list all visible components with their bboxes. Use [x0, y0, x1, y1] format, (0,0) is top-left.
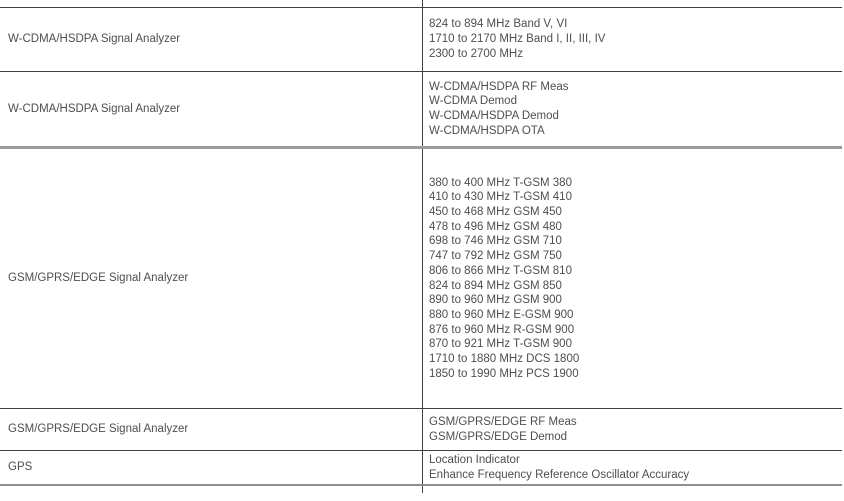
feature-cell [0, 8, 422, 71]
feature-label: GPS [8, 461, 33, 474]
feature-label: W-CDMA/HSDPA Signal Analyzer [8, 102, 181, 115]
details-cell [422, 409, 842, 450]
feature-cell [0, 149, 422, 408]
detail-line: 2300 to 2700 MHz [429, 47, 523, 60]
feature-label: W-CDMA/HSDPA Signal Analyzer [8, 33, 181, 46]
detail-line: W-CDMA/HSDPA Demod [429, 110, 559, 122]
detail-line: 410 to 430 MHz T-GSM 410 [429, 191, 572, 204]
detail-line: GSM/GPRS/EDGE RF Meas [429, 415, 577, 428]
detail-line: 870 to 921 MHz T-GSM 900 [429, 338, 572, 351]
detail-line: 824 to 894 MHz Band V, VI [429, 18, 568, 31]
detail-line: W-CDMA/HSDPA OTA [429, 124, 545, 137]
detail-line: 824 to 894 MHz GSM 850 [429, 279, 562, 292]
details-cell [422, 451, 842, 484]
detail-line: GSM/GPRS/EDGE Demod [429, 430, 568, 443]
details-cell [422, 72, 842, 146]
detail-line: 380 to 400 MHz T-GSM 380 [429, 176, 572, 189]
details-cell [422, 149, 842, 408]
detail-line: 1850 to 1990 MHz PCS 1900 [429, 367, 579, 380]
detail-line: 747 to 792 MHz GSM 750 [429, 250, 562, 263]
detail-line: 1710 to 2170 MHz Band I, II, III, IV [429, 33, 606, 46]
detail-line: W-CDMA/HSDPA RF Meas [429, 80, 569, 93]
detail-line: 880 to 960 MHz E-GSM 900 [429, 308, 574, 321]
detail-line: 806 to 866 MHz T-GSM 810 [429, 264, 572, 277]
details-cell [422, 8, 842, 71]
spec-table [0, 7, 842, 486]
table-row-gsm-measurements [0, 409, 842, 451]
feature-cell [0, 451, 422, 484]
detail-line: Enhance Frequency Reference Oscillator Accuracy [429, 468, 690, 481]
detail-line: 478 to 496 MHz GSM 480 [429, 220, 562, 233]
detail-line: 890 to 960 MHz GSM 900 [429, 294, 562, 307]
table-row-wcdma-bands [0, 8, 842, 72]
table-row-wcdma-measurements [0, 72, 842, 149]
feature-label: GSM/GPRS/EDGE Signal Analyzer [8, 272, 189, 285]
feature-label: GSM/GPRS/EDGE Signal Analyzer [8, 423, 189, 436]
detail-line: 698 to 746 MHz GSM 710 [429, 235, 562, 248]
detail-line: 876 to 960 MHz R-GSM 900 [429, 323, 575, 336]
detail-line: W-CDMA Demod [429, 95, 517, 108]
table-row-gsm-bands [0, 149, 842, 409]
feature-cell [0, 409, 422, 450]
table-row-gps [0, 451, 842, 486]
detail-line: Location Indicator [429, 453, 520, 466]
detail-line: 1710 to 1880 MHz DCS 1800 [429, 353, 580, 366]
detail-line: 450 to 468 MHz GSM 450 [429, 205, 562, 218]
feature-cell [0, 72, 422, 146]
